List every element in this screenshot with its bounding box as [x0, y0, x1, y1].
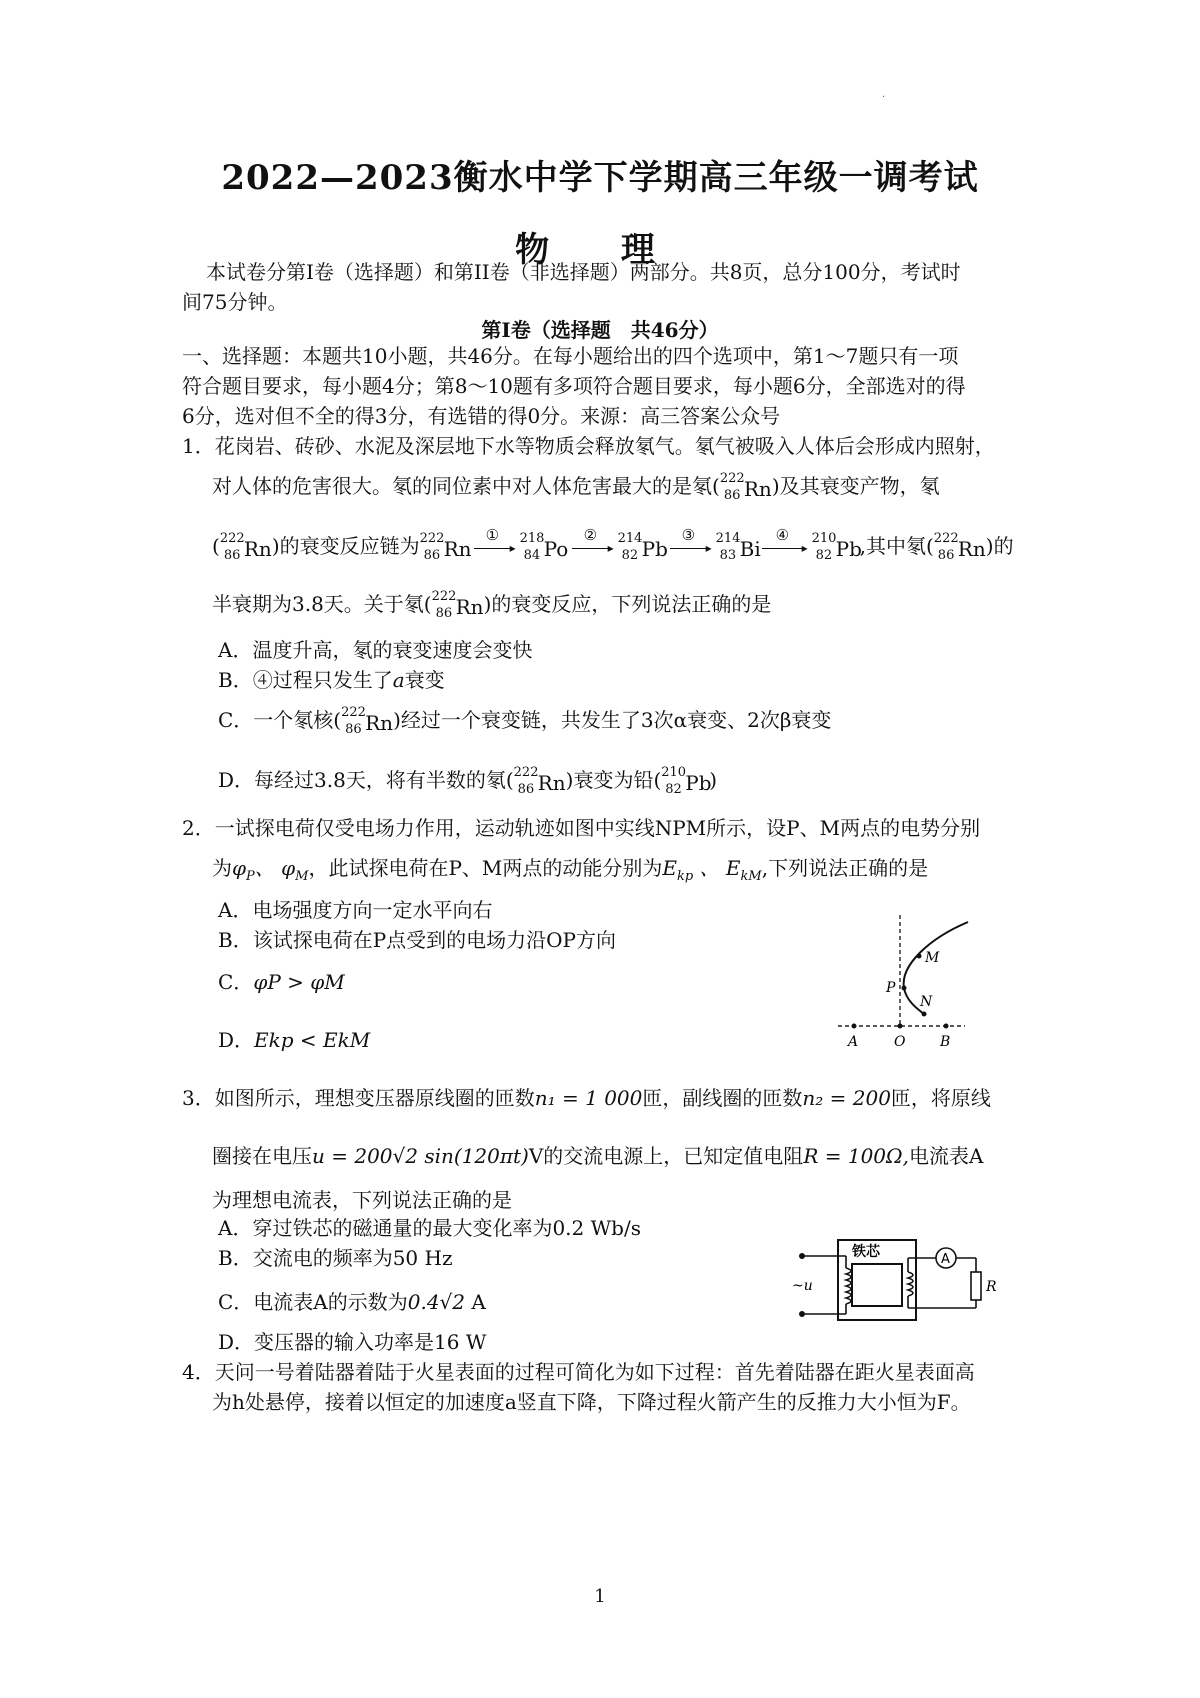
nuclide-rn: 222 86 Rn: [933, 530, 986, 563]
q1-line-3: ( 222 86 Rn )的衰变反应链为 222 86 Rn ① ▸ 218 84 Po ② ▸ 214 82 Pb ③ ▸ 214 83 Bi ④ ▸ 210 82 Pb ,其中氡( 222 86 Rn )的: [212, 525, 1014, 563]
q1-line-1: 1．花岗岩、砖砂、水泥及深层地下水等物质会释放氡气。氡气被吸入人体后会形成内照射，: [182, 434, 995, 458]
q4-line-1: 4．天问一号着陆器着陆于火星表面的过程可简化为如下过程：首先着陆器在距火星表面高: [182, 1360, 975, 1384]
resistor-label: R: [986, 1279, 997, 1295]
intro-line-1: 本试卷分第I卷（选择题）和第II卷（非选择题）两部分。共8页，总分100分，考试时: [206, 260, 961, 284]
q2-option-b: B．该试探电荷在P点受到的电场力沿OP方向: [218, 928, 617, 952]
q3-option-c: C．电流表A的示数为0.4√2 A: [218, 1290, 486, 1314]
chain-pb214: 214 82 Pb: [617, 530, 668, 563]
label-p: P: [886, 980, 896, 996]
q4-line-2: 为h处悬停，接着以恒定的加速度a竖直下降，下降过程火箭产生的反推力大小恒为F。: [212, 1390, 971, 1414]
scan-mark: ·: [882, 92, 886, 103]
source-label: ~u: [792, 1278, 813, 1294]
q3-line-2: 圈接在电压u = 200√2 sin(120πt)V的交流电源上，已知定值电阻R = 100Ω,电流表A: [212, 1144, 984, 1168]
chain-po: 218 84 Po: [519, 530, 569, 563]
chain-rn: 222 86 Rn: [419, 530, 472, 563]
instructions-line-1: 一、选择题：本题共10小题，共46分。在每小题给出的四个选项中，第1〜7题只有一项: [182, 344, 959, 368]
q1-option-d: D．每经过3.8天，将有半数的氡( 222 86 Rn )衰变为铅( 210 82 Pb ): [218, 764, 718, 797]
q3-option-d: D．变压器的输入功率是16 W: [218, 1330, 487, 1354]
nuclide-rn: 222 86 Rn: [513, 764, 566, 797]
q2-line-1: 2．一试探电荷仅受电场力作用，运动轨迹如图中实线NPM所示，设P、M两点的电势分别: [182, 816, 981, 840]
nuclide-rn: 222 86 Rn: [719, 470, 772, 503]
nuclide-rn: 222 86 Rn: [341, 704, 394, 737]
q1-option-c: C．一个氡核( 222 86 Rn )经过一个衰变链，共发生了3次α衰变、2次β衰变: [218, 704, 832, 737]
q2-option-d: D．Ekp < EkM: [218, 1028, 371, 1052]
intro-line-2: 间75分钟。: [182, 290, 288, 314]
ammeter-label: A: [941, 1252, 950, 1267]
q3-option-a: A．穿过铁芯的磁通量的最大变化率为0.2 Wb/s: [218, 1216, 641, 1240]
q1-option-b: B．④过程只发生了a衰变: [218, 668, 445, 692]
potential-symbols: $\varphi_P$、 $\varphi_M$: [232, 856, 309, 884]
decay-arrow-2: ② ▸: [570, 532, 618, 564]
chain-pb210: 210 82 Pb: [811, 530, 862, 563]
energy-symbols: $E_{kp}$ 、 $E_{kM}$: [662, 856, 762, 884]
nuclide-pb210: 210 82 Pb: [661, 764, 712, 797]
q2-line-2: 为$\varphi_P$、 $\varphi_M$，此试探电荷在P、M两点的动能分别为$E_{kp}$ 、 $E_{kM}$,下列说法正确的是: [212, 856, 929, 884]
decay-arrow-1: ① ▸: [472, 532, 520, 564]
exam-title: 2022—2023衡水中学下学期高三年级一调考试: [221, 158, 979, 198]
label-b: B: [940, 1034, 951, 1050]
q1-line-4: 半衰期为3.8天。关于氡( 222 86 Rn )的衰变反应，下列说法正确的是: [212, 588, 772, 621]
label-a: A: [848, 1034, 859, 1050]
q1-option-a: A．温度升高，氡的衰变速度会变快: [218, 638, 533, 662]
decay-arrow-4: ④ ▸: [760, 532, 812, 564]
subject-title: 物 理: [515, 230, 685, 270]
label-n: N: [920, 994, 933, 1010]
q2-option-c: C．φP > φM: [218, 970, 345, 994]
q3-line-1: 3．如图所示，理想变压器原线圈的匝数n₁ = 1 000匝，副线圈的匝数n₂ = 200匝，将原线: [182, 1086, 991, 1110]
core-label: 铁芯: [852, 1244, 880, 1260]
instructions-line-2: 符合题目要求，每小题4分；第8〜10题有多项符合题目要求，每小题6分，全部选对的得: [182, 374, 966, 398]
label-m: M: [925, 950, 940, 966]
decay-arrow-3: ③ ▸: [668, 532, 716, 564]
nuclide-rn: 222 86 Rn: [431, 588, 484, 621]
q3-transformer-figure: [790, 1228, 1020, 1338]
instructions-line-3: 6分，选对但不全的得3分，有选错的得0分。来源：高三答案公众号: [182, 404, 781, 428]
q2-option-a: A．电场强度方向一定水平向右: [218, 898, 493, 922]
page-number: 1: [594, 1586, 606, 1607]
q3-line-3: 为理想电流表，下列说法正确的是: [212, 1188, 512, 1212]
label-o: O: [894, 1034, 906, 1050]
nuclide-rn: 222 86 Rn: [219, 530, 272, 563]
q3-option-b: B．交流电的频率为50 Hz: [218, 1246, 453, 1270]
section-heading: 第I卷（选择题 共46分）: [481, 318, 719, 342]
chain-bi: 214 83 Bi: [715, 530, 761, 563]
q2-field-figure: [820, 910, 980, 1050]
q1-line-2: 对人体的危害很大。氡的同位素中对人体危害最大的是氡( 222 86 Rn )及其衰变产物，氡: [212, 470, 940, 503]
